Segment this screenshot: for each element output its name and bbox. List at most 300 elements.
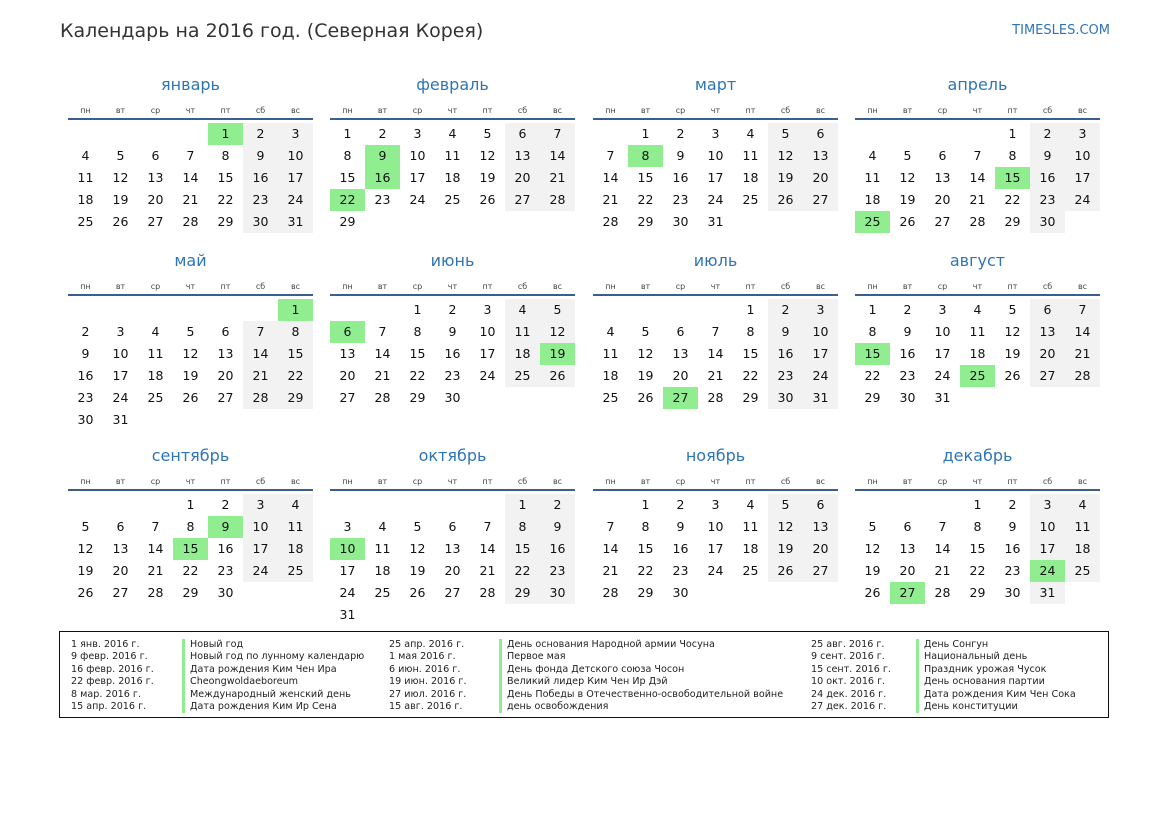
- day-cell: 12: [112, 170, 129, 185]
- day-cell: 9: [1030, 145, 1065, 167]
- weekday-label: чт: [972, 282, 983, 291]
- legend-date: 27 июл. 2016 г.: [389, 688, 467, 700]
- day-cell: 12: [864, 541, 881, 556]
- day-cell: 12: [637, 346, 654, 361]
- day-cell: 7: [973, 148, 982, 163]
- day-cell: 27: [803, 560, 838, 582]
- weekday-label: чт: [710, 106, 721, 115]
- day-cell: 14: [374, 346, 391, 361]
- day-cell: 8: [746, 324, 755, 339]
- day-cell: 5: [540, 299, 575, 321]
- empty-cell: [925, 123, 960, 145]
- weekday-label: ср: [150, 106, 161, 115]
- empty-cell: [103, 494, 138, 516]
- empty-cell: [173, 123, 208, 145]
- legend-date: 15 авг. 2016 г.: [389, 700, 463, 712]
- day-cell: 7: [540, 123, 575, 145]
- day-cell: 26: [768, 189, 803, 211]
- day-cell: 23: [672, 563, 689, 578]
- day-cell: 20: [934, 192, 951, 207]
- weekday-label: ср: [150, 477, 161, 486]
- week-row: [593, 516, 838, 538]
- legend-dates-column: [389, 639, 467, 713]
- legend-dates-column: [71, 639, 154, 713]
- day-cell: 14: [243, 343, 278, 365]
- day-cell: 29: [182, 585, 199, 600]
- empty-cell: [435, 494, 470, 516]
- weekday-label: пт: [1007, 106, 1018, 115]
- day-cell: 24: [339, 585, 356, 600]
- weekday-label: вс: [815, 477, 826, 486]
- weekday-label: вт: [115, 477, 126, 486]
- week-row: [593, 299, 838, 321]
- weekday-label: пн: [80, 106, 91, 115]
- week-row: [330, 516, 575, 538]
- day-cell: 19: [77, 563, 94, 578]
- weekday-label: вс: [815, 282, 826, 291]
- weekday-label: чт: [185, 477, 196, 486]
- header-rule: [855, 118, 1100, 120]
- weekday-header: [855, 273, 1100, 291]
- weekday-label: пт: [745, 282, 756, 291]
- day-cell: 13: [672, 346, 689, 361]
- day-cell: 28: [602, 214, 619, 229]
- day-cell: 27: [803, 189, 838, 211]
- day-cell: 10: [409, 148, 426, 163]
- week-row: [68, 409, 313, 431]
- legend-holiday-name: День Победы в Отечественно-освободительной войне: [499, 689, 783, 701]
- day-cell: 25: [278, 560, 313, 582]
- weekday-label: ср: [675, 282, 686, 291]
- day-cell: 12: [540, 321, 575, 343]
- legend-holiday-name: Дата рождения Ким Чен Ира: [182, 664, 364, 676]
- header-rule: [68, 118, 313, 120]
- month-1: [330, 73, 575, 233]
- day-cell: 19: [899, 192, 916, 207]
- month-name: декабрь: [942, 446, 1013, 465]
- day-cell: 7: [938, 519, 947, 534]
- month-6: [593, 249, 838, 409]
- weekday-label: чт: [447, 477, 458, 486]
- day-cell: 11: [374, 541, 391, 556]
- weekday-label: сб: [517, 282, 528, 291]
- week-row: [68, 516, 313, 538]
- day-cell: 22: [505, 560, 540, 582]
- empty-cell: [540, 211, 575, 233]
- month-4: [68, 249, 313, 431]
- empty-cell: [470, 604, 505, 626]
- day-cell: 12: [899, 170, 916, 185]
- weekday-label: вт: [377, 106, 388, 115]
- day-cell: 6: [116, 519, 125, 534]
- week-row: [68, 365, 313, 387]
- day-cell: 30: [768, 387, 803, 409]
- day-cell: 8: [343, 148, 352, 163]
- day-cell: 25: [855, 211, 890, 233]
- day-cell: 24: [479, 368, 496, 383]
- weekday-label: вс: [552, 477, 563, 486]
- day-cell: 2: [1008, 497, 1017, 512]
- day-cell: 30: [899, 390, 916, 405]
- day-cell: 10: [1030, 516, 1065, 538]
- month-3: [855, 73, 1100, 233]
- day-cell: 9: [365, 145, 400, 167]
- weekday-header: [855, 468, 1100, 486]
- month-5: [330, 249, 575, 409]
- empty-cell: [890, 494, 925, 516]
- day-cell: 14: [182, 170, 199, 185]
- day-cell: 13: [934, 170, 951, 185]
- day-cell: 11: [969, 324, 986, 339]
- day-cell: 23: [243, 189, 278, 211]
- day-cell: 13: [444, 541, 461, 556]
- day-cell: 8: [221, 148, 230, 163]
- day-cell: 6: [676, 324, 685, 339]
- weekday-label: пн: [605, 477, 616, 486]
- day-cell: 14: [1065, 321, 1100, 343]
- day-cell: 13: [147, 170, 164, 185]
- day-cell: 11: [602, 346, 619, 361]
- empty-cell: [365, 299, 400, 321]
- month-name: август: [949, 251, 1006, 270]
- day-cell: 20: [672, 368, 689, 383]
- day-cell: 16: [1030, 167, 1065, 189]
- week-row: [68, 560, 313, 582]
- day-cell: 17: [479, 346, 496, 361]
- day-cell: 10: [707, 519, 724, 534]
- day-cell: 20: [444, 563, 461, 578]
- legend-holiday-name: Первое мая: [499, 651, 783, 663]
- weekday-label: чт: [710, 282, 721, 291]
- day-cell: 1: [343, 126, 352, 141]
- week-row: [68, 145, 313, 167]
- week-row: [330, 145, 575, 167]
- weekday-label: сб: [780, 282, 791, 291]
- legend-date: 19 июн. 2016 г.: [389, 676, 467, 688]
- day-cell: 13: [803, 516, 838, 538]
- month-10: [593, 444, 838, 604]
- week-row: [855, 299, 1100, 321]
- empty-cell: [173, 299, 208, 321]
- day-cell: 18: [77, 192, 94, 207]
- day-cell: 14: [540, 145, 575, 167]
- day-cell: 17: [112, 368, 129, 383]
- day-cell: 5: [413, 519, 422, 534]
- weekday-label: ср: [675, 106, 686, 115]
- day-cell: 25: [1065, 560, 1100, 582]
- day-cell: 27: [112, 585, 129, 600]
- week-row: [68, 538, 313, 560]
- weekday-label: ср: [150, 282, 161, 291]
- day-cell: 21: [147, 563, 164, 578]
- weekday-label: пн: [342, 477, 353, 486]
- weekday-header: [68, 273, 313, 291]
- empty-cell: [435, 211, 470, 233]
- legend-date: 15 апр. 2016 г.: [71, 700, 147, 712]
- day-cell: 8: [278, 321, 313, 343]
- empty-cell: [435, 604, 470, 626]
- weekday-label: пт: [482, 282, 493, 291]
- day-cell: 9: [1008, 519, 1017, 534]
- day-cell: 22: [637, 563, 654, 578]
- month-11: [855, 444, 1100, 604]
- day-cell: 23: [768, 365, 803, 387]
- day-cell: 17: [339, 563, 356, 578]
- day-cell: 18: [278, 538, 313, 560]
- day-cell: 16: [672, 541, 689, 556]
- empty-cell: [470, 387, 505, 409]
- day-cell: 13: [505, 145, 540, 167]
- day-cell: 20: [899, 563, 916, 578]
- day-cell: 22: [637, 192, 654, 207]
- weekday-label: чт: [972, 106, 983, 115]
- weekday-label: вс: [290, 477, 301, 486]
- day-cell: 19: [768, 167, 803, 189]
- empty-cell: [593, 494, 628, 516]
- day-cell: 8: [186, 519, 195, 534]
- weekday-header: [593, 468, 838, 486]
- day-cell: 18: [1065, 538, 1100, 560]
- day-cell: 12: [479, 148, 496, 163]
- day-cell: 5: [641, 324, 650, 339]
- empty-cell: [890, 123, 925, 145]
- legend-date: 10 окт. 2016 г.: [811, 676, 886, 688]
- day-cell: 4: [606, 324, 615, 339]
- weekday-label: пт: [220, 282, 231, 291]
- weekday-label: вт: [115, 282, 126, 291]
- weekday-label: чт: [447, 106, 458, 115]
- day-cell: 16: [1004, 541, 1021, 556]
- day-cell: 27: [147, 214, 164, 229]
- empty-cell: [278, 409, 313, 431]
- day-cell: 21: [969, 192, 986, 207]
- day-cell: 24: [278, 189, 313, 211]
- weekday-label: чт: [447, 282, 458, 291]
- day-cell: 3: [1030, 494, 1065, 516]
- week-row: [593, 123, 838, 145]
- day-cell: 19: [479, 170, 496, 185]
- weekday-header: [855, 97, 1100, 115]
- day-cell: 4: [746, 497, 755, 512]
- legend-holiday-name: День конституции: [916, 701, 1076, 713]
- empty-cell: [768, 211, 803, 233]
- empty-cell: [1065, 582, 1100, 604]
- day-cell: 24: [1065, 189, 1100, 211]
- week-row: [855, 189, 1100, 211]
- day-cell: 22: [182, 563, 199, 578]
- month-name: май: [174, 251, 207, 270]
- empty-cell: [803, 211, 838, 233]
- day-cell: 22: [969, 563, 986, 578]
- day-cell: 28: [147, 585, 164, 600]
- weekday-label: вс: [290, 282, 301, 291]
- legend-date: 16 февр. 2016 г.: [71, 663, 154, 675]
- day-cell: 18: [505, 343, 540, 365]
- legend-holiday-name: Национальный день: [916, 651, 1076, 663]
- day-cell: 4: [973, 302, 982, 317]
- legend-holiday-name: Новый год: [182, 639, 364, 651]
- empty-cell: [768, 582, 803, 604]
- day-cell: 13: [112, 541, 129, 556]
- week-row: [68, 211, 313, 233]
- empty-cell: [663, 299, 698, 321]
- day-cell: 14: [707, 346, 724, 361]
- empty-cell: [505, 211, 540, 233]
- day-cell: 15: [995, 167, 1030, 189]
- day-cell: 24: [707, 192, 724, 207]
- day-cell: 15: [637, 541, 654, 556]
- day-cell: 16: [243, 167, 278, 189]
- day-cell: 1: [746, 302, 755, 317]
- empty-cell: [400, 494, 435, 516]
- week-row: [330, 343, 575, 365]
- day-cell: 25: [374, 585, 391, 600]
- empty-cell: [995, 387, 1030, 409]
- day-cell: 3: [243, 494, 278, 516]
- week-row: [855, 321, 1100, 343]
- week-row: [68, 321, 313, 343]
- weekday-label: пн: [342, 106, 353, 115]
- empty-cell: [803, 582, 838, 604]
- weekday-header: [68, 97, 313, 115]
- day-cell: 27: [339, 390, 356, 405]
- day-cell: 3: [803, 299, 838, 321]
- day-cell: 17: [409, 170, 426, 185]
- week-row: [593, 494, 838, 516]
- weekday-label: вт: [902, 282, 913, 291]
- day-cell: 1: [208, 123, 243, 145]
- day-cell: 14: [479, 541, 496, 556]
- header-rule: [593, 294, 838, 296]
- day-cell: 1: [641, 126, 650, 141]
- week-row: [855, 538, 1100, 560]
- weekday-label: сб: [1042, 282, 1053, 291]
- day-cell: 5: [1008, 302, 1017, 317]
- week-row: [593, 189, 838, 211]
- day-cell: 4: [505, 299, 540, 321]
- day-cell: 13: [339, 346, 356, 361]
- day-cell: 29: [969, 585, 986, 600]
- header-rule: [330, 489, 575, 491]
- day-cell: 18: [742, 541, 759, 556]
- weekday-label: ср: [412, 282, 423, 291]
- day-cell: 5: [483, 126, 492, 141]
- weekday-label: пт: [220, 106, 231, 115]
- day-cell: 30: [672, 585, 689, 600]
- day-cell: 5: [186, 324, 195, 339]
- day-cell: 15: [409, 346, 426, 361]
- site-link[interactable]: TIMESLES.COM: [1012, 23, 1110, 38]
- day-cell: 19: [1004, 346, 1021, 361]
- day-cell: 31: [1030, 582, 1065, 604]
- day-cell: 12: [1004, 324, 1021, 339]
- weekday-label: пн: [867, 477, 878, 486]
- day-cell: 30: [1030, 211, 1065, 233]
- day-cell: 24: [707, 563, 724, 578]
- empty-cell: [1030, 387, 1065, 409]
- day-cell: 25: [147, 390, 164, 405]
- weekday-label: пт: [745, 477, 756, 486]
- empty-cell: [68, 494, 103, 516]
- day-cell: 14: [602, 170, 619, 185]
- month-name: ноябрь: [685, 446, 746, 465]
- weekday-label: чт: [185, 282, 196, 291]
- empty-cell: [68, 299, 103, 321]
- day-cell: 17: [707, 541, 724, 556]
- day-cell: 8: [868, 324, 877, 339]
- empty-cell: [103, 299, 138, 321]
- day-cell: 2: [540, 494, 575, 516]
- empty-cell: [593, 299, 628, 321]
- weekday-header: [330, 468, 575, 486]
- day-cell: 16: [365, 167, 400, 189]
- day-cell: 5: [768, 123, 803, 145]
- week-row: [855, 211, 1100, 233]
- header-rule: [330, 118, 575, 120]
- day-cell: 23: [672, 192, 689, 207]
- weekday-label: ср: [937, 282, 948, 291]
- day-cell: 6: [330, 321, 365, 343]
- day-cell: 11: [742, 148, 759, 163]
- day-cell: 9: [768, 321, 803, 343]
- legend-holiday-name: День основания Народной армии Чосуна: [499, 639, 783, 651]
- legend-holiday-name: Великий лидер Ким Чен Ир Дэй: [499, 676, 783, 688]
- day-cell: 27: [217, 390, 234, 405]
- empty-cell: [855, 123, 890, 145]
- legend-date: 6 июн. 2016 г.: [389, 663, 461, 675]
- day-cell: 29: [409, 390, 426, 405]
- empty-cell: [698, 299, 733, 321]
- week-row: [330, 365, 575, 387]
- day-cell: 26: [112, 214, 129, 229]
- day-cell: 9: [540, 516, 575, 538]
- day-cell: 2: [81, 324, 90, 339]
- day-cell: 1: [413, 302, 422, 317]
- day-cell: 17: [243, 538, 278, 560]
- day-cell: 26: [864, 585, 881, 600]
- week-row: [330, 538, 575, 560]
- day-cell: 19: [112, 192, 129, 207]
- weekday-label: сб: [517, 106, 528, 115]
- day-cell: 13: [1030, 321, 1065, 343]
- day-cell: 6: [803, 494, 838, 516]
- day-cell: 3: [413, 126, 422, 141]
- empty-cell: [103, 123, 138, 145]
- legend-names-column: [916, 639, 1076, 713]
- day-cell: 30: [243, 211, 278, 233]
- week-row: [855, 387, 1100, 409]
- week-row: [855, 343, 1100, 365]
- day-cell: 25: [602, 390, 619, 405]
- header-rule: [68, 294, 313, 296]
- weekday-label: чт: [185, 106, 196, 115]
- day-cell: 8: [641, 519, 650, 534]
- day-cell: 23: [444, 368, 461, 383]
- weekday-header: [593, 273, 838, 291]
- week-row: [68, 189, 313, 211]
- week-row: [68, 123, 313, 145]
- month-7: [855, 249, 1100, 409]
- day-cell: 17: [1065, 167, 1100, 189]
- day-cell: 10: [707, 148, 724, 163]
- week-row: [330, 604, 575, 626]
- day-cell: 23: [1030, 189, 1065, 211]
- week-row: [68, 494, 313, 516]
- day-cell: 11: [505, 321, 540, 343]
- month-2: [593, 73, 838, 233]
- day-cell: 20: [147, 192, 164, 207]
- weekday-label: сб: [517, 477, 528, 486]
